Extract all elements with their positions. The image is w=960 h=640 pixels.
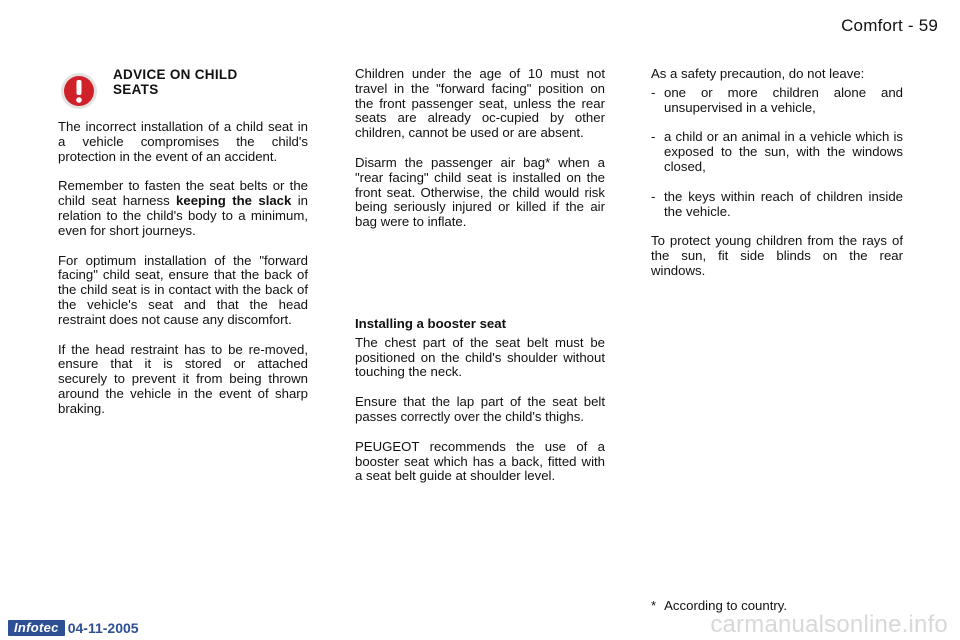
- list-item-text: the keys within reach of children inside the vehicle.: [664, 188, 903, 219]
- column-left: [58, 120, 308, 417]
- seat-belts-text-end: in relation to the child's body to a minimum, even for short journeys.: [58, 193, 308, 238]
- publication-date: 04-11-2005: [67, 620, 139, 636]
- paragraph-lap-belt: Ensure that the lap part of the seat belt passes correctly over the child's thighs.: [355, 394, 605, 424]
- footnote-text: According to country.: [664, 598, 788, 613]
- header-separator: -: [907, 16, 914, 35]
- paragraph-seat-belts: [58, 179, 308, 238]
- advice-title: [113, 68, 238, 97]
- subheading-booster-seat: Installing a booster seat: [355, 315, 506, 331]
- column-right: [651, 67, 903, 279]
- page-footer: [8, 620, 139, 636]
- list-item: [651, 86, 903, 116]
- list-item: [651, 190, 903, 220]
- footnote-marker: *: [651, 598, 657, 613]
- paragraph-chest-belt: The chest part of the seat belt must be positioned on the child's shoulder without touching the neck.: [355, 334, 605, 380]
- infotec-logo: Infotec: [8, 620, 65, 636]
- section-title: Comfort: [841, 16, 903, 35]
- paragraph-head-restraint: If the head restraint has to be re-moved, ensure that it is stored or attached securely to prevent it from being thrown around the vehicle in the event of sharp braking.: [58, 341, 308, 416]
- advice-title-line2: SEATS: [113, 81, 159, 97]
- paragraph-safety-intro: As a safety precaution, do not leave:: [651, 66, 865, 81]
- list-item-text: a child or an animal in a vehicle which is exposed to the sun, with the windows closed,: [664, 129, 903, 174]
- paragraph-peugeot-recommends: PEUGEOT recommends the use of a booster seat which has a back, fitted with a seat belt guide at shoulder level.: [355, 438, 605, 484]
- list-dash: -: [651, 129, 656, 145]
- seat-belts-emphasis: keeping the slack: [176, 193, 292, 209]
- paragraph-side-blinds: To protect young children from the rays of the sun, fit side blinds on the rear windows.: [651, 233, 903, 278]
- page-header: [841, 16, 938, 36]
- advice-title-line1: ADVICE ON CHILD: [113, 67, 238, 82]
- list-dash: -: [651, 84, 656, 100]
- column-middle: [355, 67, 605, 484]
- seat-belts-text: Remember to fasten the seat belts or the child seat harness: [58, 178, 308, 209]
- paragraph-optimum-installation: For optimum installation of the "forward facing" child seat, ensure that the back of the child seat is in contact with the back of the vehicle's seat and that the head restraint does not cause any discomfort.: [58, 252, 308, 327]
- watermark: carmanualsonline.info: [710, 611, 948, 638]
- paragraph-children-age: Children under the age of 10 must not travel in the "forward facing" position on the front passenger seat, unless the rear seats are already oc-cupied by other children, cannot be used or are absent.: [355, 66, 605, 141]
- list-item-text: one or more children alone and unsupervised in a vehicle,: [664, 84, 903, 115]
- list-dash: -: [651, 188, 656, 204]
- exclamation-icon: [60, 72, 98, 110]
- paragraph-incorrect-installation: The incorrect installation of a child seat in a vehicle compromises the child's protection in the event of an accident.: [58, 119, 308, 164]
- page-number: 59: [918, 16, 938, 35]
- paragraph-disarm-airbag: Disarm the passenger air bag* when a "rear facing" child seat is installed on the front seat. Otherwise, the child would risk being seriously injured or killed if the air bag were to inflate.: [355, 154, 605, 230]
- list-item: [651, 130, 903, 174]
